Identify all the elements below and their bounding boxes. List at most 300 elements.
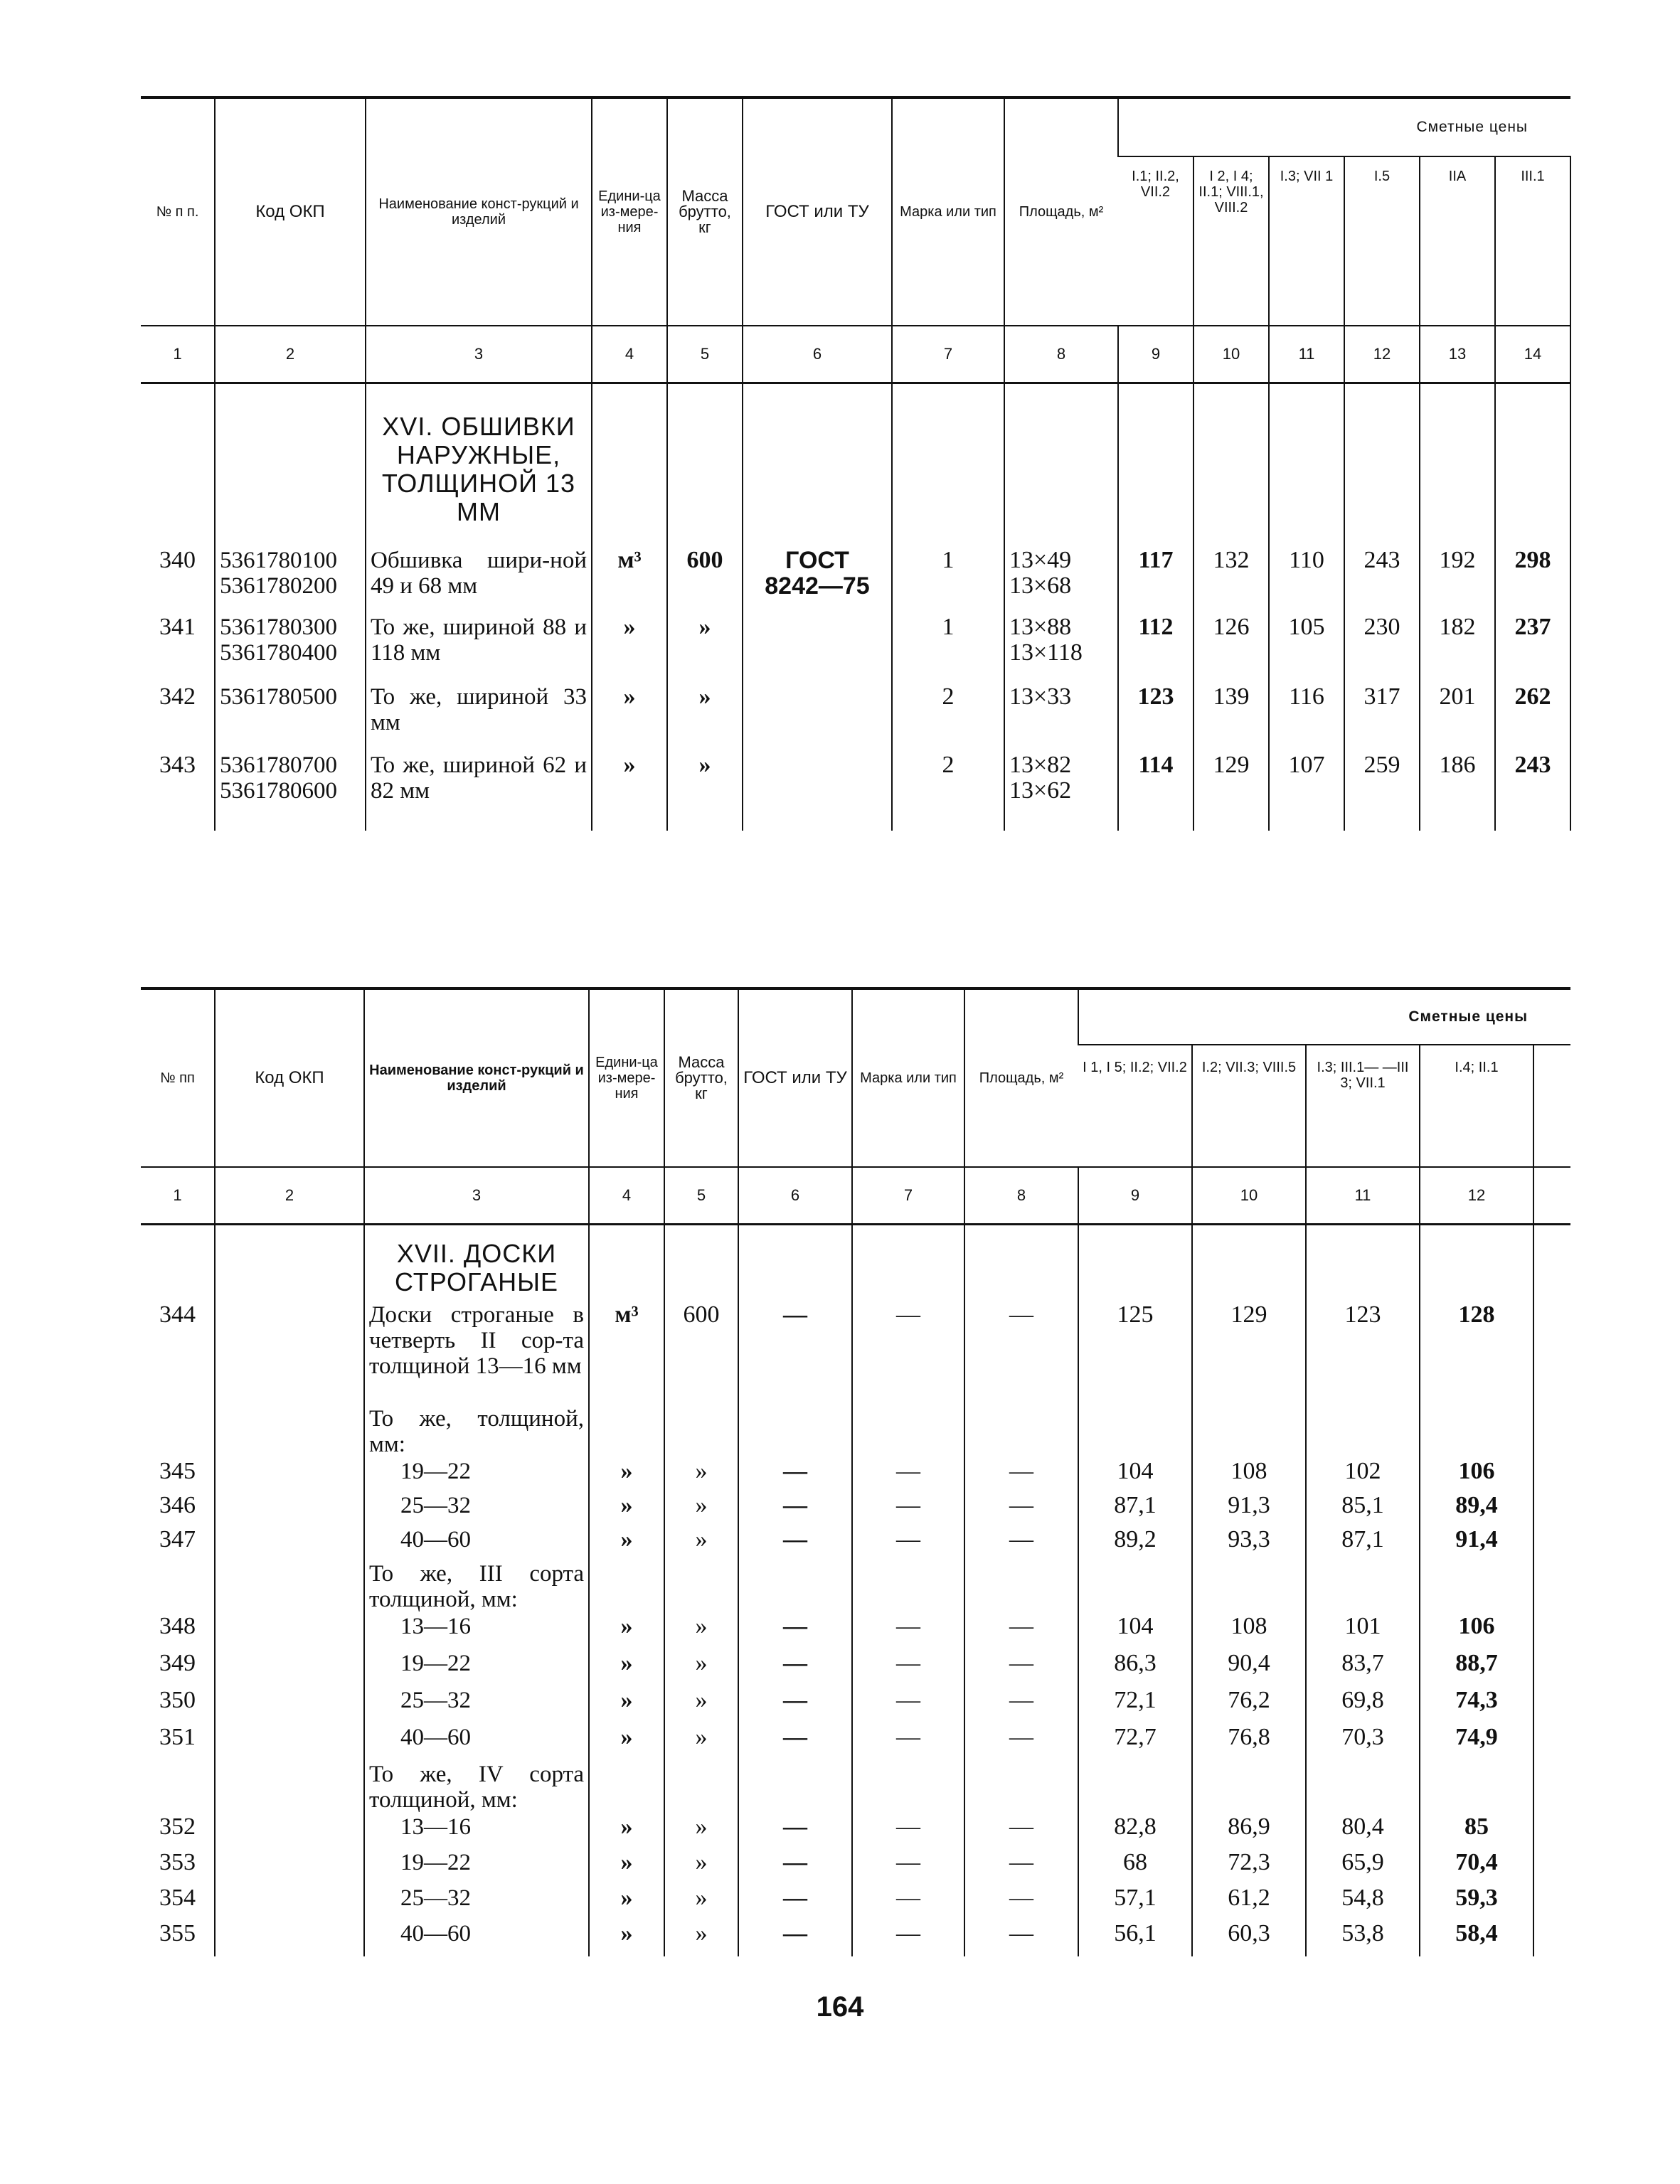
area: — <box>964 1527 1078 1561</box>
table-row <box>141 1850 1570 1885</box>
gost <box>743 684 892 752</box>
area <box>1004 614 1118 684</box>
unit: » <box>589 1614 664 1651</box>
header-row-1 <box>141 99 1570 156</box>
spacer <box>1533 1493 1570 1527</box>
col-number: 12 <box>1420 1167 1533 1225</box>
empty-cell <box>1533 1225 1570 1303</box>
col-number: 3 <box>366 326 592 383</box>
empty-cell <box>1495 383 1570 548</box>
table-row <box>141 1814 1570 1850</box>
header-price-3: I.3; III.1— —III 3; VII.1 <box>1306 1045 1420 1167</box>
unit: » <box>589 1651 664 1688</box>
row-number: 344 <box>159 1301 196 1328</box>
price: 182 <box>1420 614 1495 684</box>
table-row <box>141 1493 1570 1527</box>
header-gost: ГОСТ или ТУ <box>738 990 852 1167</box>
okp-code <box>215 684 366 752</box>
unit: » <box>589 1527 664 1561</box>
header-no: № пп <box>160 1070 195 1086</box>
header-name: Наименование конст-рукций и изделий <box>364 990 589 1167</box>
col-number: 8 <box>964 1167 1078 1225</box>
empty-cell <box>738 1225 852 1303</box>
spacer <box>1533 1527 1570 1561</box>
mark-type: — <box>852 1885 964 1921</box>
price: 53,8 <box>1306 1921 1420 1956</box>
okp-code <box>215 752 366 831</box>
row-number: 351 <box>159 1724 196 1750</box>
price: 74,3 <box>1420 1688 1533 1725</box>
area: — <box>964 1885 1078 1921</box>
item-name: 40—60 <box>364 1921 589 1956</box>
col-number: 6 <box>738 1167 852 1225</box>
price: 123 <box>1118 684 1193 752</box>
price: 85 <box>1420 1814 1533 1850</box>
unit: м³ <box>589 1302 664 1406</box>
sub-heading-row <box>141 1406 1570 1459</box>
row-number: 350 <box>159 1687 196 1713</box>
price: 69,8 <box>1306 1688 1420 1725</box>
item-name: То же, шириной 33 мм <box>366 684 592 752</box>
mark-type: — <box>852 1651 964 1688</box>
gross-mass: » <box>664 1459 738 1493</box>
section-title-cell <box>364 1225 589 1303</box>
spacer <box>1533 1302 1570 1406</box>
price: 72,3 <box>1192 1850 1306 1885</box>
line-2: 5361780200 <box>220 573 337 599</box>
area <box>1004 548 1118 614</box>
price: 104 <box>1078 1614 1192 1651</box>
spacer <box>1533 1885 1570 1921</box>
price: 85,1 <box>1306 1493 1420 1527</box>
table-row <box>141 1459 1570 1493</box>
gost: — <box>738 1850 852 1885</box>
empty-cell <box>852 1406 964 1459</box>
col-number: 10 <box>1192 1167 1306 1225</box>
area <box>1004 752 1118 831</box>
gost: — <box>738 1651 852 1688</box>
empty-cell <box>1420 1762 1533 1814</box>
section-title-cell <box>366 383 592 548</box>
price: 76,2 <box>1192 1688 1306 1725</box>
row-number: 346 <box>159 1492 196 1518</box>
empty-cell <box>667 383 743 548</box>
col-number: 1 <box>141 1167 215 1225</box>
header-code: Код ОКП <box>215 990 364 1167</box>
table-row <box>141 1725 1570 1762</box>
empty-cell <box>1420 383 1495 548</box>
header-price-2: I.2; VII.3; VIII.5 <box>1192 1045 1306 1167</box>
price: 101 <box>1306 1614 1420 1651</box>
area: — <box>964 1814 1078 1850</box>
price: 89,4 <box>1420 1493 1533 1527</box>
price: 117 <box>1118 548 1193 614</box>
row-number: 342 <box>159 683 196 710</box>
sub-heading-row <box>141 1762 1570 1814</box>
table-row <box>141 752 1570 831</box>
price: 93,3 <box>1192 1527 1306 1561</box>
header-unit: Едини-ца из-мере-ния <box>589 990 664 1167</box>
price: 86,3 <box>1078 1651 1192 1688</box>
gross-mass: » <box>667 614 743 684</box>
empty-cell <box>141 1406 215 1459</box>
price: 91,4 <box>1420 1527 1533 1561</box>
mark-type: — <box>852 1850 964 1885</box>
item-name: 25—32 <box>364 1688 589 1725</box>
price: 230 <box>1344 614 1420 684</box>
empty-cell <box>215 1561 364 1614</box>
table-row <box>141 614 1570 684</box>
price: 114 <box>1118 752 1193 831</box>
empty-cell <box>852 1762 964 1814</box>
empty-cell <box>738 1406 852 1459</box>
empty-cell <box>1192 1225 1306 1303</box>
empty-cell <box>215 1762 364 1814</box>
gost: — <box>738 1814 852 1850</box>
empty-cell <box>852 1561 964 1614</box>
price: 82,8 <box>1078 1814 1192 1850</box>
area: — <box>964 1302 1078 1406</box>
line-2: 5361780600 <box>220 778 337 804</box>
empty-cell <box>1192 1406 1306 1459</box>
empty-cell <box>215 383 366 548</box>
item-name: 19—22 <box>364 1651 589 1688</box>
mark-type: 2 <box>892 684 1004 752</box>
gost: — <box>738 1614 852 1651</box>
sub-heading-row <box>141 1561 1570 1614</box>
section-title-row <box>141 1225 1570 1303</box>
price: 123 <box>1306 1302 1420 1406</box>
price: 61,2 <box>1192 1885 1306 1921</box>
empty-cell <box>1533 1561 1570 1614</box>
price: 72,1 <box>1078 1688 1192 1725</box>
item-name: То же, шириной 88 и 118 мм <box>366 614 592 684</box>
mark-type: — <box>852 1814 964 1850</box>
mark-type: — <box>852 1527 964 1561</box>
gross-mass: 600 <box>667 548 743 614</box>
gost: — <box>738 1302 852 1406</box>
empty-cell <box>1420 1561 1533 1614</box>
header-estimated-prices: Сметные цены <box>1118 99 1570 156</box>
price: 58,4 <box>1420 1921 1533 1956</box>
section-title: XVI. ОБШИВКИ НАРУЖНЫЕ, ТОЛЩИНОЙ 13 ММ <box>381 412 576 526</box>
empty-cell <box>592 383 667 548</box>
price: 90,4 <box>1192 1651 1306 1688</box>
mark-type: — <box>852 1459 964 1493</box>
col-number: 11 <box>1306 1167 1420 1225</box>
row-number: 341 <box>159 614 196 640</box>
gross-mass: » <box>664 1527 738 1561</box>
empty-cell <box>215 1225 364 1303</box>
price: 125 <box>1078 1302 1192 1406</box>
mark-type: — <box>852 1725 964 1762</box>
header-mark: Марка или тип <box>892 99 1004 326</box>
row-number: 355 <box>159 1920 196 1946</box>
empty-cell <box>738 1762 852 1814</box>
price: 59,3 <box>1420 1885 1533 1921</box>
line-2: 13×68 <box>1009 572 1072 599</box>
empty-cell <box>1078 1225 1192 1303</box>
header-price-6: III.1 <box>1495 156 1570 326</box>
header-unit: Едини-ца из-мере-ния <box>592 99 667 326</box>
line-1: 13×82 <box>1009 752 1072 778</box>
price: 72,7 <box>1078 1725 1192 1762</box>
area: — <box>964 1850 1078 1885</box>
sub-heading: То же, толщиной, мм: <box>364 1406 589 1459</box>
gost <box>743 614 892 684</box>
area: — <box>964 1688 1078 1725</box>
empty-cell <box>743 383 892 548</box>
price: 54,8 <box>1306 1885 1420 1921</box>
gost: — <box>738 1459 852 1493</box>
empty-cell <box>964 1225 1078 1303</box>
col-number: 1 <box>141 326 215 383</box>
col-number: 7 <box>852 1167 964 1225</box>
header-gost: ГОСТ или ТУ <box>743 99 892 326</box>
unit: » <box>589 1493 664 1527</box>
row-number: 348 <box>159 1613 196 1639</box>
sub-heading: То же, IV сорта толщиной, мм: <box>364 1762 589 1814</box>
line-2: 13×118 <box>1009 639 1083 666</box>
price: 128 <box>1420 1302 1533 1406</box>
empty-cell <box>964 1406 1078 1459</box>
header-area: Площадь, м² <box>964 990 1078 1167</box>
price-table-section-xvi <box>141 96 1570 838</box>
area <box>1004 684 1118 752</box>
price-table-section-xvii <box>141 987 1570 1986</box>
gost: — <box>738 1725 852 1762</box>
okp-code <box>215 1651 364 1688</box>
line-1: 5361780300 <box>220 614 337 640</box>
row-number: 354 <box>159 1885 196 1911</box>
price: 262 <box>1495 684 1570 752</box>
unit: » <box>592 684 667 752</box>
section-title-row <box>141 383 1570 548</box>
item-name: 19—22 <box>364 1850 589 1885</box>
spacer <box>1533 1651 1570 1688</box>
empty-cell <box>964 1762 1078 1814</box>
line-1: 13×49 <box>1009 547 1072 573</box>
price: 129 <box>1193 752 1269 831</box>
price: 107 <box>1269 752 1344 831</box>
col-number: 10 <box>1193 326 1269 383</box>
row-number: 345 <box>159 1458 196 1484</box>
line-2: 13×62 <box>1009 777 1072 804</box>
gross-mass: » <box>664 1885 738 1921</box>
price: 76,8 <box>1192 1725 1306 1762</box>
price: 243 <box>1344 548 1420 614</box>
empty-cell <box>141 383 215 548</box>
empty-cell <box>964 1561 1078 1614</box>
gross-mass: » <box>664 1725 738 1762</box>
price: 91,3 <box>1192 1493 1306 1527</box>
price: 106 <box>1420 1614 1533 1651</box>
gost <box>743 548 892 614</box>
spacer <box>1533 1850 1570 1885</box>
price: 259 <box>1344 752 1420 831</box>
spacer <box>1533 1725 1570 1762</box>
table-row <box>141 1614 1570 1651</box>
empty-cell <box>1078 1762 1192 1814</box>
price: 129 <box>1192 1302 1306 1406</box>
unit: » <box>592 614 667 684</box>
price: 139 <box>1193 684 1269 752</box>
price: 86,9 <box>1192 1814 1306 1850</box>
price: 108 <box>1192 1614 1306 1651</box>
gost: — <box>738 1688 852 1725</box>
empty-cell <box>664 1762 738 1814</box>
spacer <box>1533 1459 1570 1493</box>
price: 298 <box>1495 548 1570 614</box>
table-row <box>141 1527 1570 1561</box>
gost: — <box>738 1527 852 1561</box>
gross-mass: » <box>667 752 743 831</box>
price: 317 <box>1344 684 1420 752</box>
area: — <box>964 1725 1078 1762</box>
area: — <box>964 1493 1078 1527</box>
empty-cell <box>1533 1406 1570 1459</box>
col-number: 6 <box>743 326 892 383</box>
empty-cell <box>1306 1225 1420 1303</box>
empty-cell <box>1004 383 1118 548</box>
okp-code <box>215 1725 364 1762</box>
area: — <box>964 1459 1078 1493</box>
gross-mass: » <box>667 684 743 752</box>
unit: » <box>589 1885 664 1921</box>
empty-cell <box>141 1762 215 1814</box>
line-1: 5361780100 <box>220 548 337 573</box>
area: — <box>964 1614 1078 1651</box>
mark-type: — <box>852 1921 964 1956</box>
empty-cell <box>852 1225 964 1303</box>
col-number: 9 <box>1118 326 1193 383</box>
empty-cell <box>664 1406 738 1459</box>
header-estimated-prices: Сметные цены <box>1078 990 1570 1045</box>
col-number-spacer <box>1533 1167 1570 1225</box>
empty-cell <box>141 1225 215 1303</box>
okp-code <box>215 1688 364 1725</box>
empty-cell <box>738 1561 852 1614</box>
price: 192 <box>1420 548 1495 614</box>
okp-code <box>215 1850 364 1885</box>
okp-code <box>215 1527 364 1561</box>
col-number: 7 <box>892 326 1004 383</box>
spacer <box>1533 1814 1570 1850</box>
price: 186 <box>1420 752 1495 831</box>
col-number: 11 <box>1269 326 1344 383</box>
col-number: 5 <box>667 326 743 383</box>
empty-cell <box>1078 1561 1192 1614</box>
price: 83,7 <box>1306 1651 1420 1688</box>
item-name: 13—16 <box>364 1614 589 1651</box>
header-price-4: I.4; II.1 <box>1420 1045 1533 1167</box>
item-name: Обшивка шири-ной 49 и 68 мм <box>366 548 592 614</box>
unit: » <box>589 1921 664 1956</box>
empty-cell <box>589 1225 664 1303</box>
price: 70,4 <box>1420 1850 1533 1885</box>
column-numbers-row <box>141 326 1570 383</box>
price: 116 <box>1269 684 1344 752</box>
empty-cell <box>589 1762 664 1814</box>
empty-cell <box>664 1561 738 1614</box>
col-number: 9 <box>1078 1167 1192 1225</box>
row-number: 353 <box>159 1849 196 1875</box>
price: 112 <box>1118 614 1193 684</box>
mark-type: — <box>852 1302 964 1406</box>
price: 57,1 <box>1078 1885 1192 1921</box>
header-row-1 <box>141 990 1570 1045</box>
okp-code <box>215 1459 364 1493</box>
col-number: 12 <box>1344 326 1420 383</box>
okp-code <box>215 1302 364 1406</box>
header-price-1: I.1; II.2, VII.2 <box>1132 169 1179 200</box>
line-1: 5361780500 <box>220 684 337 710</box>
okp-code <box>215 1493 364 1527</box>
area: — <box>964 1921 1078 1956</box>
empty-cell <box>589 1406 664 1459</box>
empty-cell <box>664 1225 738 1303</box>
mark-type: — <box>852 1493 964 1527</box>
table-row <box>141 548 1570 614</box>
empty-cell <box>141 1561 215 1614</box>
price: 87,1 <box>1306 1527 1420 1561</box>
table-row <box>141 1921 1570 1956</box>
item-name: То же, шириной 62 и 82 мм <box>366 752 592 831</box>
empty-cell <box>215 1406 364 1459</box>
spacer <box>1533 1614 1570 1651</box>
header-area: Площадь, м² <box>1004 99 1118 326</box>
price: 60,3 <box>1192 1921 1306 1956</box>
header-spacer <box>1533 1045 1570 1167</box>
price: 80,4 <box>1306 1814 1420 1850</box>
item-name: 25—32 <box>364 1493 589 1527</box>
header-name: Наименование конст-рукций и изделий <box>366 99 592 326</box>
empty-cell <box>1192 1762 1306 1814</box>
unit: » <box>589 1725 664 1762</box>
price: 74,9 <box>1420 1725 1533 1762</box>
section-title: XVII. ДОСКИ СТРОГАНЫЕ <box>395 1239 558 1296</box>
empty-cell <box>1193 383 1269 548</box>
price: 237 <box>1495 614 1570 684</box>
unit: » <box>589 1814 664 1850</box>
header-code: Код ОКП <box>215 99 366 326</box>
empty-cell <box>589 1561 664 1614</box>
unit: » <box>589 1850 664 1885</box>
col-number: 4 <box>589 1167 664 1225</box>
col-number: 3 <box>364 1167 589 1225</box>
column-numbers-row <box>141 1167 1570 1225</box>
table-row <box>141 1885 1570 1921</box>
spacer <box>1533 1688 1570 1725</box>
gost: — <box>738 1885 852 1921</box>
okp-code <box>215 1885 364 1921</box>
price: 132 <box>1193 548 1269 614</box>
item-name: 40—60 <box>364 1527 589 1561</box>
row-number: 349 <box>159 1650 196 1676</box>
empty-cell <box>1269 383 1344 548</box>
okp-code <box>215 1614 364 1651</box>
gross-mass: » <box>664 1921 738 1956</box>
sub-heading: То же, III сорта толщиной, мм: <box>364 1561 589 1614</box>
unit: » <box>589 1688 664 1725</box>
row-number: 352 <box>159 1813 196 1840</box>
price: 110 <box>1269 548 1344 614</box>
gost <box>743 752 892 831</box>
price: 104 <box>1078 1459 1192 1493</box>
item-name: Доски строганые в четверть II сор-та толщиной 13—16 мм <box>364 1302 589 1406</box>
okp-code <box>215 614 366 684</box>
header-price-3: I.3; VII 1 <box>1269 156 1344 326</box>
